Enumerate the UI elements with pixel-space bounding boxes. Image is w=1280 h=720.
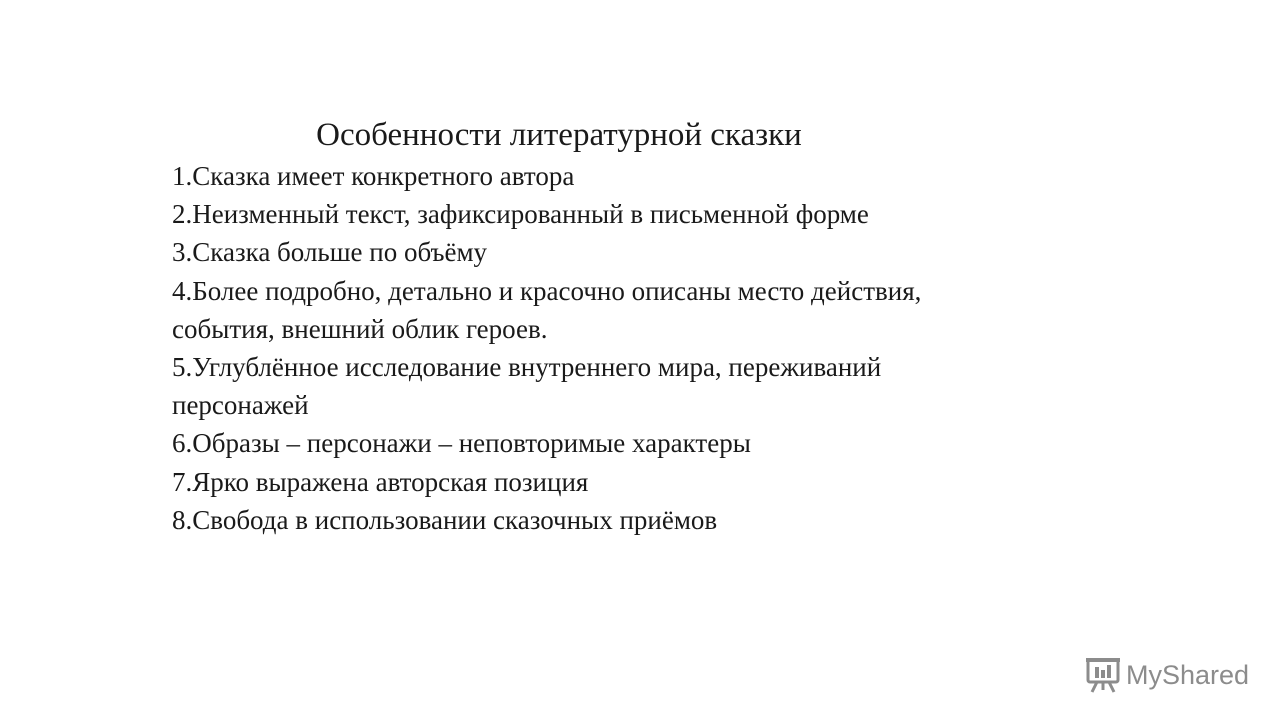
- slide-title: Особенности литературной сказки: [316, 117, 802, 153]
- list-item-2: 2.Неизменный текст, зафиксированный в письменной форме: [172, 199, 869, 230]
- watermark-label: MyShared: [1126, 659, 1250, 690]
- features-list: [172, 157, 952, 539]
- list-item-8: 8.Свобода в использовании сказочных приёмов: [172, 504, 718, 535]
- presentation-board-icon: [1086, 657, 1120, 693]
- list-item-7: 7.Ярко выражена авторская позиция: [172, 466, 589, 497]
- list-item-1: 1.Сказка имеет конкретного автора: [172, 161, 575, 191]
- list-item-5: 5.Углублённое исследование внутреннего мира, переживаний персонажей: [172, 352, 882, 421]
- myshared-watermark[interactable]: [1086, 655, 1249, 695]
- list-item-4: 4.Более подробно, детально и красочно описаны место действия, события, внешний облик героев.: [172, 275, 922, 344]
- list-item-6: 6.Образы – персонажи – неповторимые характеры: [172, 428, 751, 459]
- list-item-3: 3.Сказка больше по объёму: [172, 237, 488, 268]
